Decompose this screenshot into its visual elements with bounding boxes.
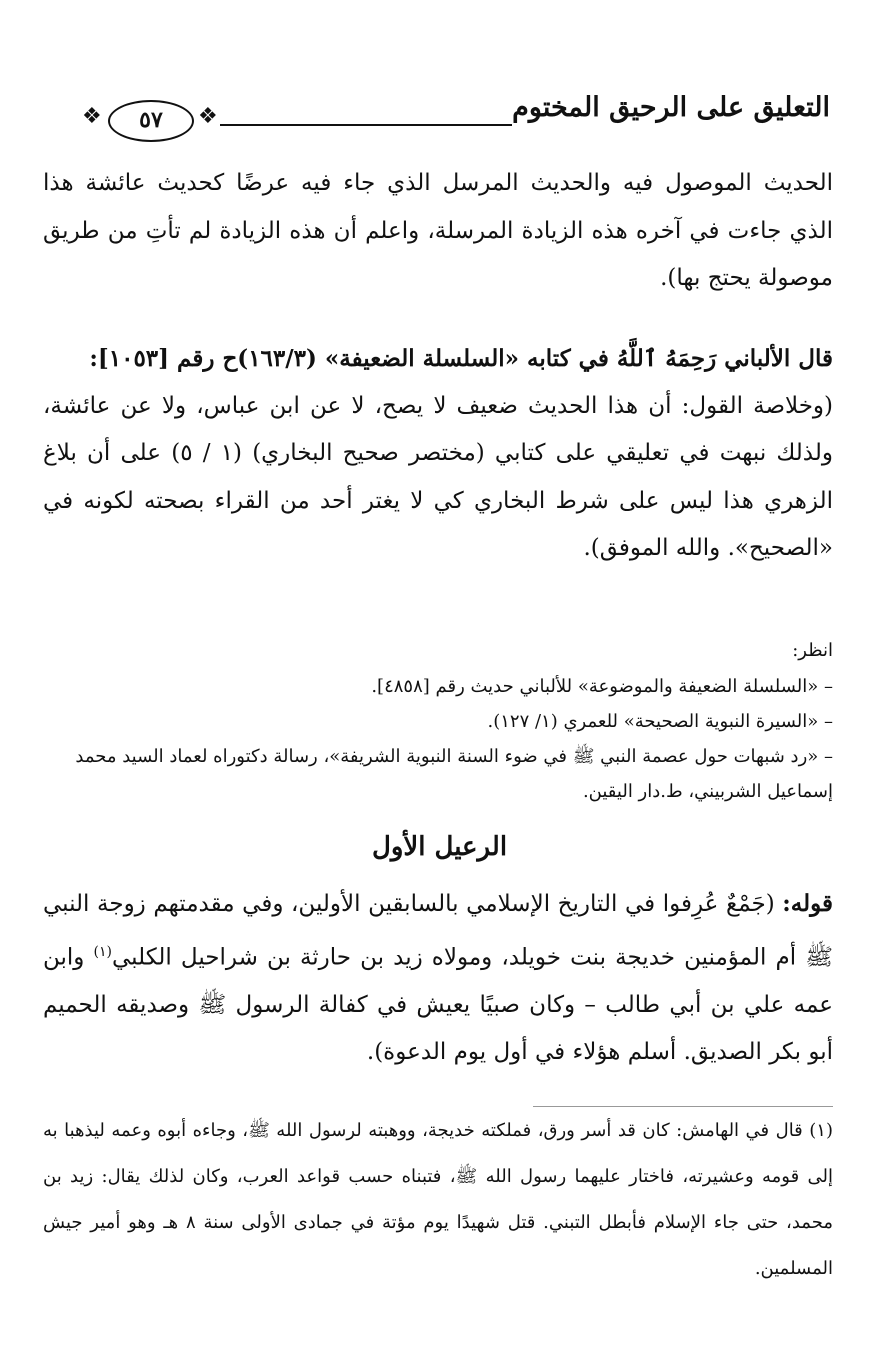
quote-text-a: (جَمْعٌ عُرِفوا في التاريخ الإسلامي بالسابقين الأولين، وفي مقدمتهم زوجة النبي ﷺ أم المؤمنين خديجة بنت خويلد، ومولاه زيد بن حارثة بن شراحيل الكلبي (43, 891, 833, 971)
page-header (70, 92, 830, 152)
quote-heading: قال الألباني رَحِمَهُ ٱللَّهُ في كتابه «السلسلة الضعيفة» (١٦٣/٣)ح رقم [١٠٥٣]: (89, 345, 833, 372)
albani-quote (43, 335, 833, 573)
ornament-icon: ❖ (198, 104, 218, 129)
reference-item: – «السيرة النبوية الصحيحة» للعمري (١/ ١٢٧). (487, 711, 833, 732)
footnote-divider (533, 1106, 833, 1107)
running-title: التعليق على الرحيق المختوم (512, 92, 830, 123)
footnote-text: (١) قال في الهامش: كان قد أسر ورق، فملكته خديجة، ووهبته لرسول الله ﷺ، وجاءه أبوه وعمه ليذهبا به إلى قومه وعشيرته، فاختار عليهما رسول الله ﷺ، فتبناه حسب قواعد العرب، وكان لذلك يقال: زيد بن محمد، حتى جاء الإسلام فأبطل التبني. قتل شهيدًا يوم مؤتة في جمادى الأولى سنة ٨ هـ وهو أمير جيش المسلمين. (43, 1120, 833, 1279)
quote-lead: قوله: (782, 890, 834, 917)
references-label: انظر: (792, 640, 833, 661)
references (43, 633, 833, 809)
paragraph-text: الحديث الموصول فيه والحديث المرسل الذي جاء فيه عرضًا كحديث عائشة هذا الذي جاءت في آخره هذه الزيادة المرسلة، واعلم أن هذه الزيادة لم تأتِ من طريق موصولة يحتج بها). (43, 170, 833, 291)
footnotes (43, 1108, 833, 1292)
page-number: ٥٧ (108, 100, 194, 142)
paragraph-continuation (43, 160, 833, 303)
quote-text-b: وابن عمه علي بن أبي طالب – وكان صبيًا يعيش في كفالة الرسول ﷺ وصديقه الحميم أبو بكر الصديق. أسلم هؤلاء في أول يوم الدعوة). (43, 944, 833, 1066)
ornament-icon: ❖ (82, 104, 102, 129)
reference-item: – «رد شبهات حول عصمة النبي ﷺ في ضوء السنة النبوية الشريفة»، رسالة دكتوراه لعماد السيد محمد إسماعيل الشربيني، ط.دار اليقين. (75, 746, 833, 802)
quote-paragraph (43, 880, 833, 1077)
paragraph-text (43, 880, 833, 1077)
section-heading: الرعيل الأول (371, 832, 508, 862)
header-rule (220, 124, 512, 126)
footnote-mark: (١) (93, 943, 112, 960)
references-list (43, 669, 833, 809)
reference-item: – «السلسلة الضعيفة والموضوعة» للألباني حديث رقم [٤٨٥٨]. (371, 676, 833, 697)
quote-text: (وخلاصة القول: أن هذا الحديث ضعيف لا يصح، لا عن ابن عباس، ولا عن عائشة، ولذلك نبهت في تعليقي على كتابي (مختصر صحيح البخاري) (١ / ٥) على أن بلاغ الزهري هذا ليس على شرط البخاري كي لا يغتر أحد من القراء بصحته لكونه في «الصحيح». والله الموفق). (43, 392, 833, 561)
